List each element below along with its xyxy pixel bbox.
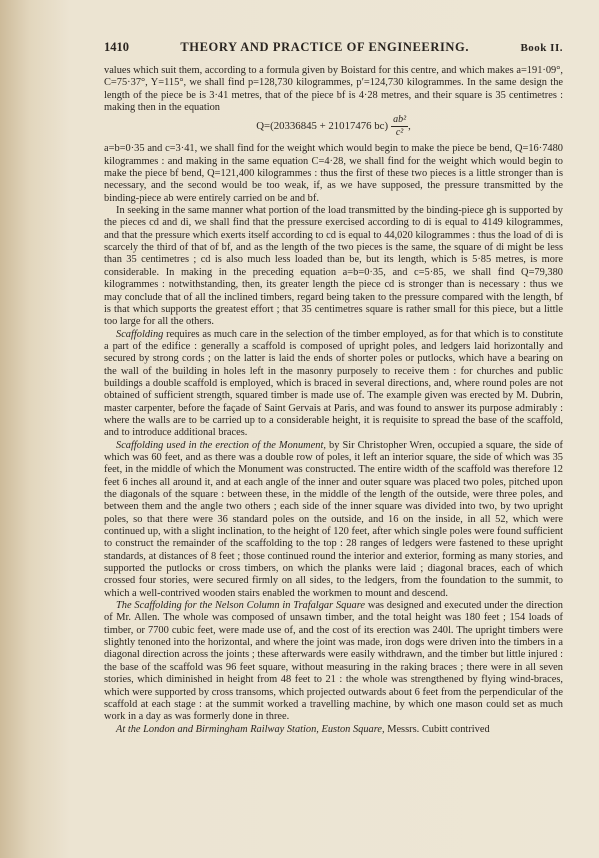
paragraph-scaffolding-lead: Scaffolding <box>116 328 164 340</box>
paragraph-nelson-lead: The Scaffolding for the Nelson Column in Trafalgar Square <box>116 600 365 612</box>
paragraph-monument-lead: Scaffolding used in the erection of the Monument, <box>116 439 326 451</box>
book-label: Book II. <box>520 42 563 54</box>
paragraph-1: values which suit them, according to a formula given by Boistard for this centre, and which makes a=191·09°, C=75·37°, Y=115°, we shall find p=128,730 kilogrammes, p′=124,730 kilogrammes. In the same design the length of the piece be is 3·41 metres, that of the piece bf is 4·28 metres, and their square is 35 centimetres : making then in the equation <box>104 65 563 114</box>
paragraph-nelson-text: was designed and executed under the direction of Mr. Allen. The whole was composed of unsawn timber, and the total height was 180 feet ; 154 loads of timber, or 7700 cubic feet, were made use of, and the cost of its erection was 240l. The upright timbers were slightly tenoned into the horizontal, and where the joint was made, iron dogs were driven into the timbers in a diagonal direction across the joints ; these afterwards were easily withdrawn, and the timber but little injured : the base of the scaffold was 96 feet square, without measuring in the raking braces ; there were in all seven stories, which diminished in height from 48 feet to 21 : the whole was strengthened by flying wind-braces, which were supported by cross transoms, which projected outwards about 6 feet from the perpendicular of the scaffold at each stage : at the summit worked a travelling machine, by which one mason could set as much work in a day as was formerly done in three. <box>104 600 563 723</box>
paragraph-nelson-column <box>104 600 563 723</box>
page-body <box>104 65 563 736</box>
paragraph-euston-text: Messrs. Cubitt contrived <box>384 723 490 735</box>
running-title: THEORY AND PRACTICE OF ENGINEERING. <box>180 40 470 54</box>
paragraph-scaffolding <box>104 329 563 440</box>
page-number: 1410 <box>104 40 129 54</box>
equation-left: Q=(20336845 + 21017476 bc) <box>256 120 389 133</box>
running-header <box>104 40 563 55</box>
paragraph-euston <box>104 724 563 736</box>
paragraph-euston-lead: At the London and Birmingham Railway Station, Euston Square, <box>116 723 385 735</box>
paragraph-3: In seeking in the same manner what portion of the load transmitted by the binding-piece gh is supported by the pieces cd and di, we shall find that the pressure exercised according to di is equal to 4149 kilogrammes, and that the pressure which exerts itself according to cd is equal to 44,020 kilogrammes : thus the load of di is scarcely the third of that of bf, and as the length of the two pieces is the same, the square of di might be less than 35 centimetres ; cd is also much less loaded than be, but its length, which is 5·85 metres, is more considerable. In making in the preceding equation a=b=0·35, and c=5·85, we shall find Q=79,380 kilogrammes : notwithstanding, then, its greater length the piece cd is stronger than is necessary : thus we may conclude that of all the inclined timbers, regard being taken to the pressure compared with the length, bf is that which supports the greatest effort ; that 35 centimetres square is rather small for this piece, but a little too large for all the others. <box>104 205 563 328</box>
equation <box>104 115 563 141</box>
equation-numerator: ab² <box>393 114 407 126</box>
equation-denominator: c² <box>395 127 404 139</box>
equation-tail: , <box>408 120 411 133</box>
paragraph-monument <box>104 440 563 600</box>
equation-fraction <box>391 115 408 138</box>
paragraph-2: a=b=0·35 and c=3·41, we shall find for the weight which would begin to make the piece be bend, Q=16·7480 kilogrammes : and making in the same equation C=4·28, we shall find for the weight which would begin to make the piece bf bend, Q=121,400 kilogrammes : thus the first of these two pieces is a little stronger than is necessary, and the second would be too weak, if, as we have supposed, the pressure transmitted by the binding-piece ab were entirely carried on be and bf. <box>104 143 563 204</box>
paragraph-scaffolding-text: requires as much care in the selection of the timber employed, as for that which is to constitute a part of the edifice : generally a scaffold is composed of upright poles, and ledgers laid horizontally and secured by strong cords ; on the latter is laid the ends of shorter poles or putlocks, which have a bearing on the wall of the building in holes left in the masonry purposely to receive them : for churches and public buildings a double scaffold is employed, which is braced in several directions, and, where round poles are not obtained of sufficient strength, squared timber is made use of. The example given was erected by M. Dubrin, master carpenter, before the façade of Saint Gervais at Paris, and was found to answer its purpose admirably : where the walls are to be carried up to a considerable height, it is requisite to spread the base of the scaffold, and to introduce additional braces. <box>104 328 563 439</box>
paragraph-monument-text: by Sir Christopher Wren, occupied a square, the side of which was 60 feet, and as there was a double row of poles, it left an interior square, the side of which was 35 feet, in the middle of which the Monument was constructed. The entire width of the scaffold was therefore 12 feet 6 inches all around it, and at each angle of the inner and outer square was placed two poles, pitched upon the diagonals of the square : between these, in the middle of the length of the outside, were three poles, and between them and the angle two others ; each side of the inner square was divided into two, by two upright poles, so that there were 36 standard poles on the outside, and 16 on the inside, in all 52, which were continued up, with a slight inclination, to the height of 120 feet, after which single poles were found sufficient to construct the remainder of the scaffolding to the top : 28 ranges of ledgers were fastened to these upright standards, at distances of 8 feet ; those continued round the interior and exterior, forming as many stories, and supported the putlocks or cross timbers, on which the planks were laid ; diagonal braces, each of which crossed four stories, were secured firmly on all sides, to the ledgers, from the foundation to the summit, to which a well-contrived wooden stairs enabled the workmen to mount and descend. <box>104 439 564 599</box>
